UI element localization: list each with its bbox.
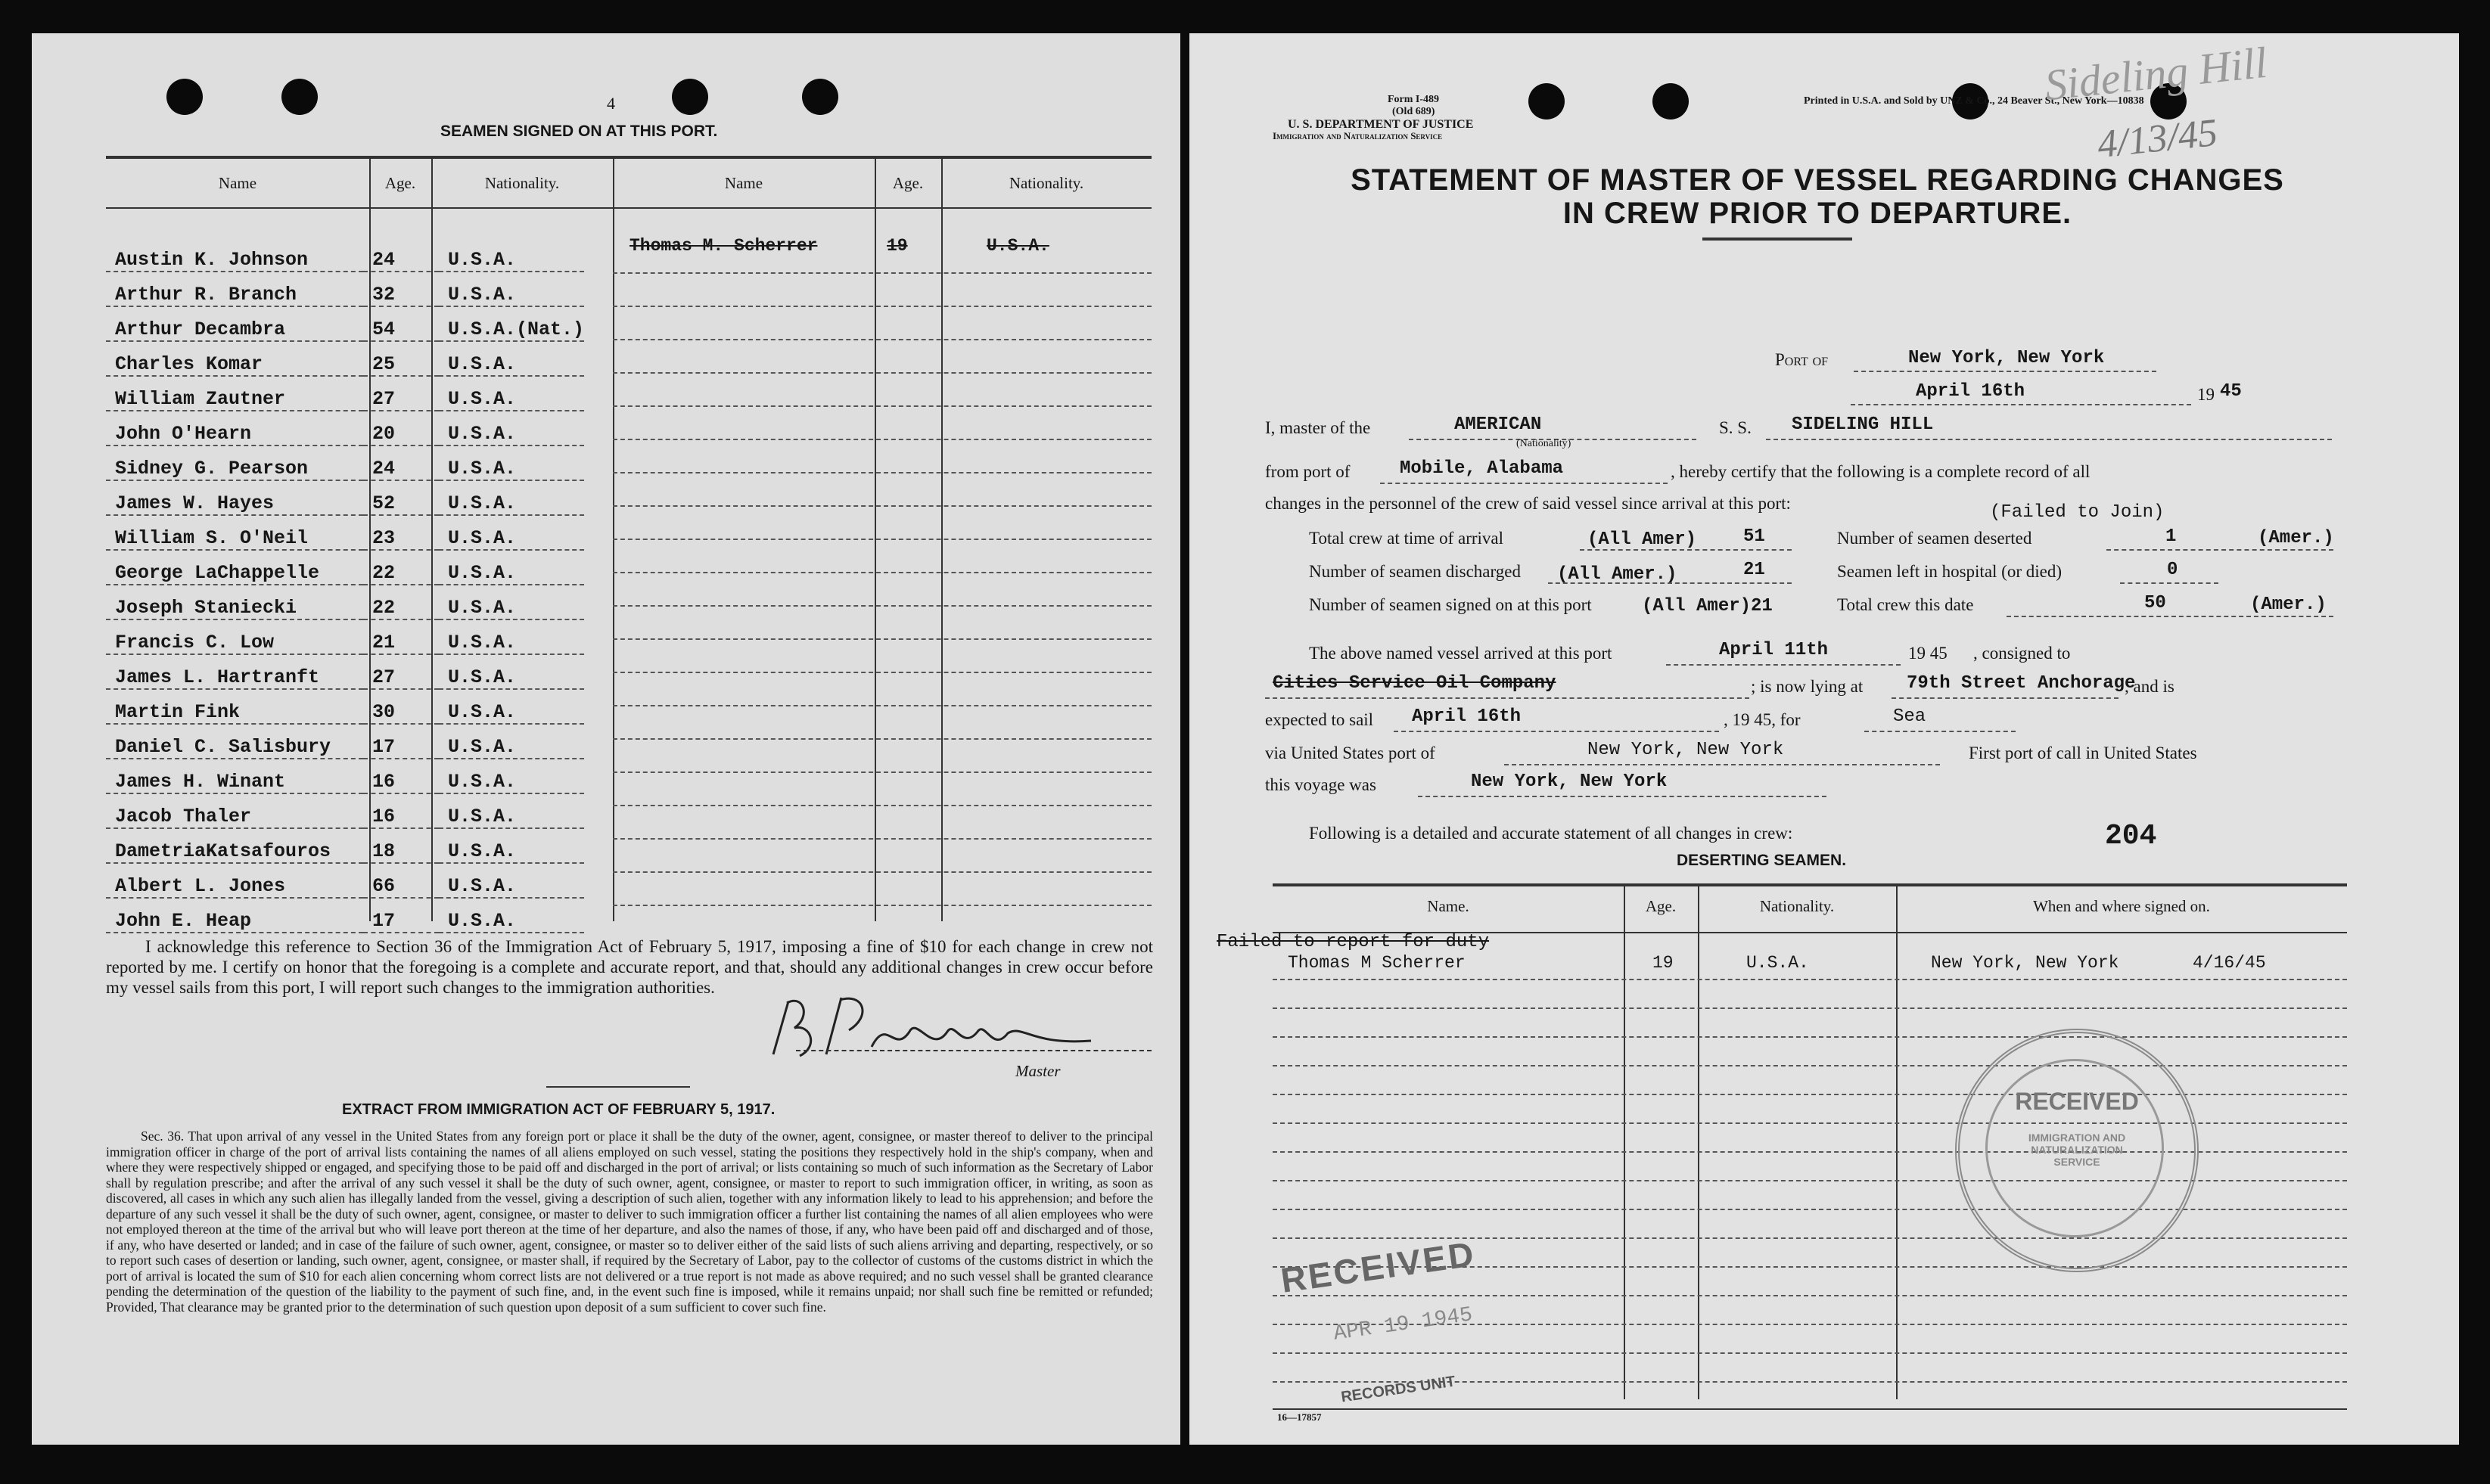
crew-nationality: U.S.A.: [439, 238, 584, 272]
crew-name: Arthur R. Branch: [106, 272, 363, 306]
form-title-line-2: IN CREW PRIOR TO DEPARTURE.: [1562, 197, 2072, 230]
handwritten-date: 4/13/45: [2095, 110, 2220, 167]
consigned-label: , consigned to: [1973, 644, 2071, 663]
printer-note: Printed in U.S.A. and Sold by UNZ & Co., 24 Beaver St., New York—10838: [1804, 95, 2144, 107]
crew-age: 16: [363, 793, 439, 828]
destination: Sea: [1893, 706, 1926, 727]
form-number: Form I-489: [1388, 94, 1440, 105]
crew-age: 20: [363, 411, 439, 446]
round-stamp-sub: IMMIGRATION AND NATURALIZATION SERVICE: [2028, 1132, 2126, 1168]
received-stamp: RECEIVED: [1278, 1234, 1478, 1300]
deserted-note: (Amer.): [2258, 528, 2334, 548]
empty-row-line: [613, 738, 1152, 740]
crew-row: [106, 515, 584, 550]
crew-name: Austin K. Johnson: [106, 238, 363, 272]
deserting-row-line: [1273, 1295, 2347, 1296]
crew-age: 21: [363, 619, 439, 654]
right-page: [1189, 33, 2459, 1445]
first-port-label: First port of call in United States: [1969, 744, 2197, 762]
empty-row-line: [613, 372, 1152, 374]
lying-value: 79th Street Anchorage: [1907, 673, 2136, 694]
acknowledgement: I acknowledge this reference to Section 36 of the Immigration Act of February 5, 1917, imposing a fine of $10 for each change in crew not reported by me. I certify on honor that the foregoing is a complete and accurate report, and that, should any additional changes in crew occur before my vessel sails from this port, I will report such changes to the immigration authorities.: [106, 937, 1153, 997]
crew-row: [106, 828, 584, 863]
empty-row-line: [613, 472, 1152, 473]
empty-row-line: [613, 439, 1152, 440]
crew-age: 54: [363, 306, 439, 341]
crew-row: [106, 238, 584, 272]
crew-row: [106, 550, 584, 585]
crew-row: [106, 376, 584, 411]
master-of-label: I, master of the: [1265, 418, 1371, 437]
crew-row: [106, 480, 584, 515]
crew-name: James L. Hartranft: [106, 654, 363, 689]
crew-nationality: U.S.A.: [439, 619, 584, 654]
empty-row-line: [613, 505, 1152, 507]
deserter-nationality: U.S.A.: [1746, 953, 1809, 973]
crew-row: [106, 759, 584, 793]
crew-name: Jacob Thaler: [106, 793, 363, 828]
deserting-column-nationality: Nationality.: [1759, 897, 1835, 915]
crew-nationality: U.S.A.: [439, 480, 584, 515]
crew-row: [106, 306, 584, 341]
crew-age: 32: [363, 272, 439, 306]
crew-nationality: U.S.A.: [439, 724, 584, 759]
crew-age: 52: [363, 480, 439, 515]
crew-nationality: U.S.A.: [439, 376, 584, 411]
crew-name: Charles Komar: [106, 341, 363, 376]
deserting-note: Failed to report for duty: [1217, 932, 1490, 952]
deserting-row-line: [1273, 1352, 2347, 1354]
punch-hole: [281, 79, 318, 115]
crew-nationality: U.S.A.: [439, 515, 584, 550]
column-header-age-2: Age.: [892, 174, 924, 192]
section-title: SEAMEN SIGNED ON AT THIS PORT.: [440, 123, 718, 140]
crew-row: [106, 446, 584, 480]
crew-nationality: U.S.A.: [439, 828, 584, 863]
crew-name: Francis C. Low: [106, 619, 363, 654]
nationality-line: [1409, 416, 1696, 440]
crew-age: 18: [363, 828, 439, 863]
crossed-entry-name: Thomas M. Scherrer: [629, 236, 818, 256]
crew-age: 22: [363, 550, 439, 585]
discharged-label: Number of seamen discharged: [1309, 562, 1521, 581]
stamp-number: 204: [2105, 820, 2157, 852]
expected-label: expected to sail: [1265, 710, 1374, 729]
crew-name: John O'Hearn: [106, 411, 363, 446]
crew-nationality: U.S.A.: [439, 550, 584, 585]
punch-hole: [672, 79, 708, 115]
from-port-value: Mobile, Alabama: [1400, 458, 1564, 479]
crew-nationality: U.S.A.: [439, 863, 584, 898]
crew-nationality: U.S.A.: [439, 689, 584, 724]
voyage-value: New York, New York: [1471, 771, 1668, 792]
crew-name: William Zautner: [106, 376, 363, 411]
crew-age: 17: [363, 898, 439, 933]
deserting-column-name: Name.: [1427, 897, 1469, 915]
page-number: 4: [607, 94, 615, 113]
empty-row-line: [613, 771, 1152, 773]
column-header-age: Age.: [384, 174, 416, 192]
arrived-label: The above named vessel arrived at this port: [1309, 644, 1612, 663]
lying-label: ; is now lying at: [1751, 677, 1864, 696]
crew-age: 16: [363, 759, 439, 793]
crew-age: 27: [363, 376, 439, 411]
deserter-name: Thomas M Scherrer: [1288, 953, 1466, 973]
crew-age: 23: [363, 515, 439, 550]
crew-row: [106, 689, 584, 724]
crew-age: 25: [363, 341, 439, 376]
total-crew-date-label: Total crew this date: [1837, 595, 1974, 614]
crew-nationality: U.S.A.: [439, 446, 584, 480]
crew-name: Albert L. Jones: [106, 863, 363, 898]
crew-row: [106, 654, 584, 689]
crew-name: John E. Heap: [106, 898, 363, 933]
expected-value: April 16th: [1412, 706, 1522, 727]
footer-code: 16—17857: [1277, 1411, 1322, 1423]
crew-nationality: U.S.A.: [439, 272, 584, 306]
column-header-name: Name: [218, 174, 257, 192]
following-label: Following is a detailed and accurate statement of all changes in crew:: [1309, 824, 1793, 843]
crew-row: [106, 619, 584, 654]
crew-name: Arthur Decambra: [106, 306, 363, 341]
column-header-nationality: Nationality.: [484, 174, 560, 192]
deserting-row-line: [1273, 1036, 2347, 1038]
punch-hole: [802, 79, 838, 115]
punch-hole: [1528, 83, 1565, 120]
empty-row-line: [613, 339, 1152, 340]
master-label: Master: [1015, 1062, 1061, 1080]
crew-nationality: U.S.A.: [439, 759, 584, 793]
failed-to-join: (Failed to Join): [1990, 502, 2165, 523]
empty-row-line: [613, 838, 1152, 840]
consignee: Cities Service Oil Company: [1273, 673, 1556, 694]
and-is: , and is: [2125, 677, 2174, 696]
crew-nationality: U.S.A.: [439, 341, 584, 376]
records-unit: RECORDS UNIT: [1340, 1373, 1456, 1406]
port-value: New York, New York: [1908, 348, 2105, 368]
crew-row: [106, 585, 584, 619]
left-page: [32, 33, 1180, 1445]
deserting-row-line: [1273, 1209, 2347, 1210]
crew-age: 30: [363, 689, 439, 724]
crew-age: 27: [363, 654, 439, 689]
empty-row-line: [613, 871, 1152, 873]
empty-row-line: [613, 605, 1152, 607]
crew-name: James H. Winant: [106, 759, 363, 793]
deserting-column-age: Age.: [1645, 897, 1677, 915]
deserting-row-line: [1273, 979, 2347, 980]
total-crew-arrival-label: Total crew at time of arrival: [1309, 529, 1504, 548]
from-port-label: from port of: [1265, 462, 1351, 481]
arrived-value: April 11th: [1719, 640, 1829, 660]
nationality-value: AMERICAN: [1454, 414, 1542, 435]
deserting-row-line: [1273, 1065, 2347, 1066]
discharged-note: (All Amer.): [1557, 564, 1677, 585]
master-signature: [758, 986, 1106, 1070]
changes-text: changes in the personnel of the crew of said vessel since arrival at this port:: [1265, 494, 1791, 513]
punch-hole: [1652, 83, 1689, 120]
deserted-label: Number of seamen deserted: [1837, 529, 2032, 548]
certify-text: , hereby certify that the following is a complete record of all: [1671, 462, 2091, 481]
form-old-number: (Old 689): [1392, 106, 1435, 117]
total-crew-date-value: 50: [2144, 593, 2166, 613]
year-value: 45: [2220, 381, 2242, 402]
crew-name: Sidney G. Pearson: [106, 446, 363, 480]
ss-label: S. S.: [1719, 418, 1752, 437]
crew-nationality: U.S.A.: [439, 654, 584, 689]
crew-name: Joseph Staniecki: [106, 585, 363, 619]
deserter-signed-on: New York, New York: [1931, 953, 2119, 973]
crew-name: George LaChappelle: [106, 550, 363, 585]
empty-row-line: [613, 272, 1152, 274]
signed-on-label: Number of seamen signed on at this port: [1309, 595, 1592, 614]
empty-row-line: [613, 905, 1152, 906]
deserting-column-signed-on: When and where signed on.: [2033, 897, 2210, 915]
total-crew-date-note: (Amer.): [2250, 595, 2327, 615]
port-label: Port of: [1775, 350, 1829, 369]
vessel-name: SIDELING HILL: [1792, 414, 1934, 435]
via-value: New York, New York: [1587, 740, 1784, 760]
crew-age: 66: [363, 863, 439, 898]
crossed-entry-nationality: U.S.A.: [987, 236, 1049, 256]
crew-age: 17: [363, 724, 439, 759]
empty-row-line: [613, 306, 1152, 307]
extract-title: EXTRACT FROM IMMIGRATION ACT OF FEBRUARY 5, 1917.: [342, 1101, 776, 1118]
empty-row-line: [613, 539, 1152, 540]
empty-row-line: [613, 405, 1152, 407]
crew-nationality: U.S.A.: [439, 898, 584, 933]
handwritten-vessel-name: Sideling Hill: [2042, 37, 2270, 110]
empty-row-line: [613, 805, 1152, 806]
signed-on-value: (All Amer)21: [1642, 596, 1773, 616]
crossed-entry-age: 19: [887, 236, 908, 256]
column-header-name-2: Name: [724, 174, 763, 192]
deserter-age: 19: [1652, 953, 1674, 973]
total-crew-arrival-note: (All Amer): [1587, 529, 1697, 550]
date-value: April 16th: [1916, 381, 2025, 402]
punch-hole: [166, 79, 203, 115]
deserting-row-line: [1273, 1007, 2347, 1009]
crew-row: [106, 724, 584, 759]
empty-row-line: [613, 572, 1152, 573]
crew-row: [106, 341, 584, 376]
via-label: via United States port of: [1265, 744, 1435, 762]
round-stamp-text: RECEIVED: [2015, 1088, 2139, 1115]
crew-nationality: U.S.A.: [439, 793, 584, 828]
department: U. S. DEPARTMENT OF JUSTICE: [1288, 118, 1474, 131]
crew-age: 24: [363, 238, 439, 272]
empty-row-line: [613, 672, 1152, 673]
column-header-nationality-2: Nationality.: [1009, 174, 1084, 192]
crew-nationality: U.S.A.: [439, 411, 584, 446]
round-stamp: [1955, 1029, 2199, 1272]
voyage-label: this voyage was: [1265, 775, 1376, 794]
empty-row-line: [613, 638, 1152, 640]
received-date: APR 19 1945: [1332, 1303, 1475, 1346]
crew-row: [106, 863, 584, 898]
crew-nationality: U.S.A.: [439, 585, 584, 619]
form-title-line-1: STATEMENT OF MASTER OF VESSEL REGARDING CHANGES: [1351, 163, 2284, 197]
crew-age: 24: [363, 446, 439, 480]
crew-row: [106, 793, 584, 828]
nationality-caption: (Nationality): [1516, 438, 1571, 449]
discharged-value: 21: [1743, 560, 1765, 580]
crew-name: Daniel C. Salisbury: [106, 724, 363, 759]
crew-age: 22: [363, 585, 439, 619]
crew-nationality: U.S.A.(Nat.): [439, 306, 584, 341]
hospital-label: Seamen left in hospital (or died): [1837, 562, 2063, 581]
total-crew-arrival-value: 51: [1743, 526, 1765, 547]
expected-year: , 19 45, for: [1724, 710, 1801, 729]
crew-table: [106, 238, 584, 933]
crew-row: [106, 898, 584, 933]
deserted-value: 1: [2165, 526, 2177, 547]
crew-name: James W. Hayes: [106, 480, 363, 515]
crew-name: Martin Fink: [106, 689, 363, 724]
hospital-value: 0: [2167, 560, 2178, 580]
service: Immigration and Naturalization Service: [1273, 130, 1443, 141]
crew-row: [106, 272, 584, 306]
crew-name: William S. O'Neil: [106, 515, 363, 550]
deserting-title: DESERTING SEAMEN.: [1677, 852, 1847, 869]
deserter-date: 4/16/45: [2193, 953, 2266, 973]
arrived-year: 19 45: [1908, 644, 1948, 663]
crew-row: [106, 411, 584, 446]
year-prefix: 19: [2197, 385, 2215, 404]
crew-name: DametriaKatsafouros: [106, 828, 363, 863]
extract-text: Sec. 36. That upon arrival of any vessel in the United States from any foreign port or place it shall be the duty of the owner, agent, consignee, or master thereof to deliver to the principal immigration officer in charge of the port of arrival lists containing the names of all aliens employed on such vessel, stating the positions they respectively hold in the ship's company, when and where they were respectively shipped or engaged, and specifying those to be paid off and discharged in the port of arrival; or lists containing so much of such information as the Secretary of Labor shall by regulation prescribe; and after the arrival of any such vessel it shall be the duty of such owner, agent, consignee, or master to report to such immigration officer, in writing, as soon as discovered, all cases in which any such alien has illegally landed from the vessel, giving a description of such alien, together with any information likely to lead to his apprehension; and before the departure of any such vessel it shall be the duty of such owner, agent, consignee, or master to deliver to such immigration officer a further list containing the names of all alien employees who were not employed thereon at the time of the arrival but who will leave port thereon at the time of her departure, and also the names of those, if any, who have been paid off and discharged and of those, if any, who have deserted or landed; and in case of the failure of such owner, agent, consignee, or master so to deliver either of the said lists of such aliens arriving and departing, respectively, or so to report such cases of desertion or landing, such owner, agent, consignee, or master shall, if required by the Secretary of Labor, pay to the collector of customs of the customs district in which the port of arrival is located the sum of $10 for each alien concerning whom correct lists are not delivered or a true report is not made as above required; and no such vessel shall be granted clearance pending the determination of the question of the liability to the payment of such fine, and, in the event such fine is imposed, while it remains unpaid; nor shall such fine be remitted or refunded; Provided, That clearance may be granted prior to the determination of such question upon deposit of a sum sufficient to cover such fine.: [106, 1129, 1153, 1315]
empty-row-line: [613, 705, 1152, 706]
destination-line: [1864, 708, 2016, 732]
